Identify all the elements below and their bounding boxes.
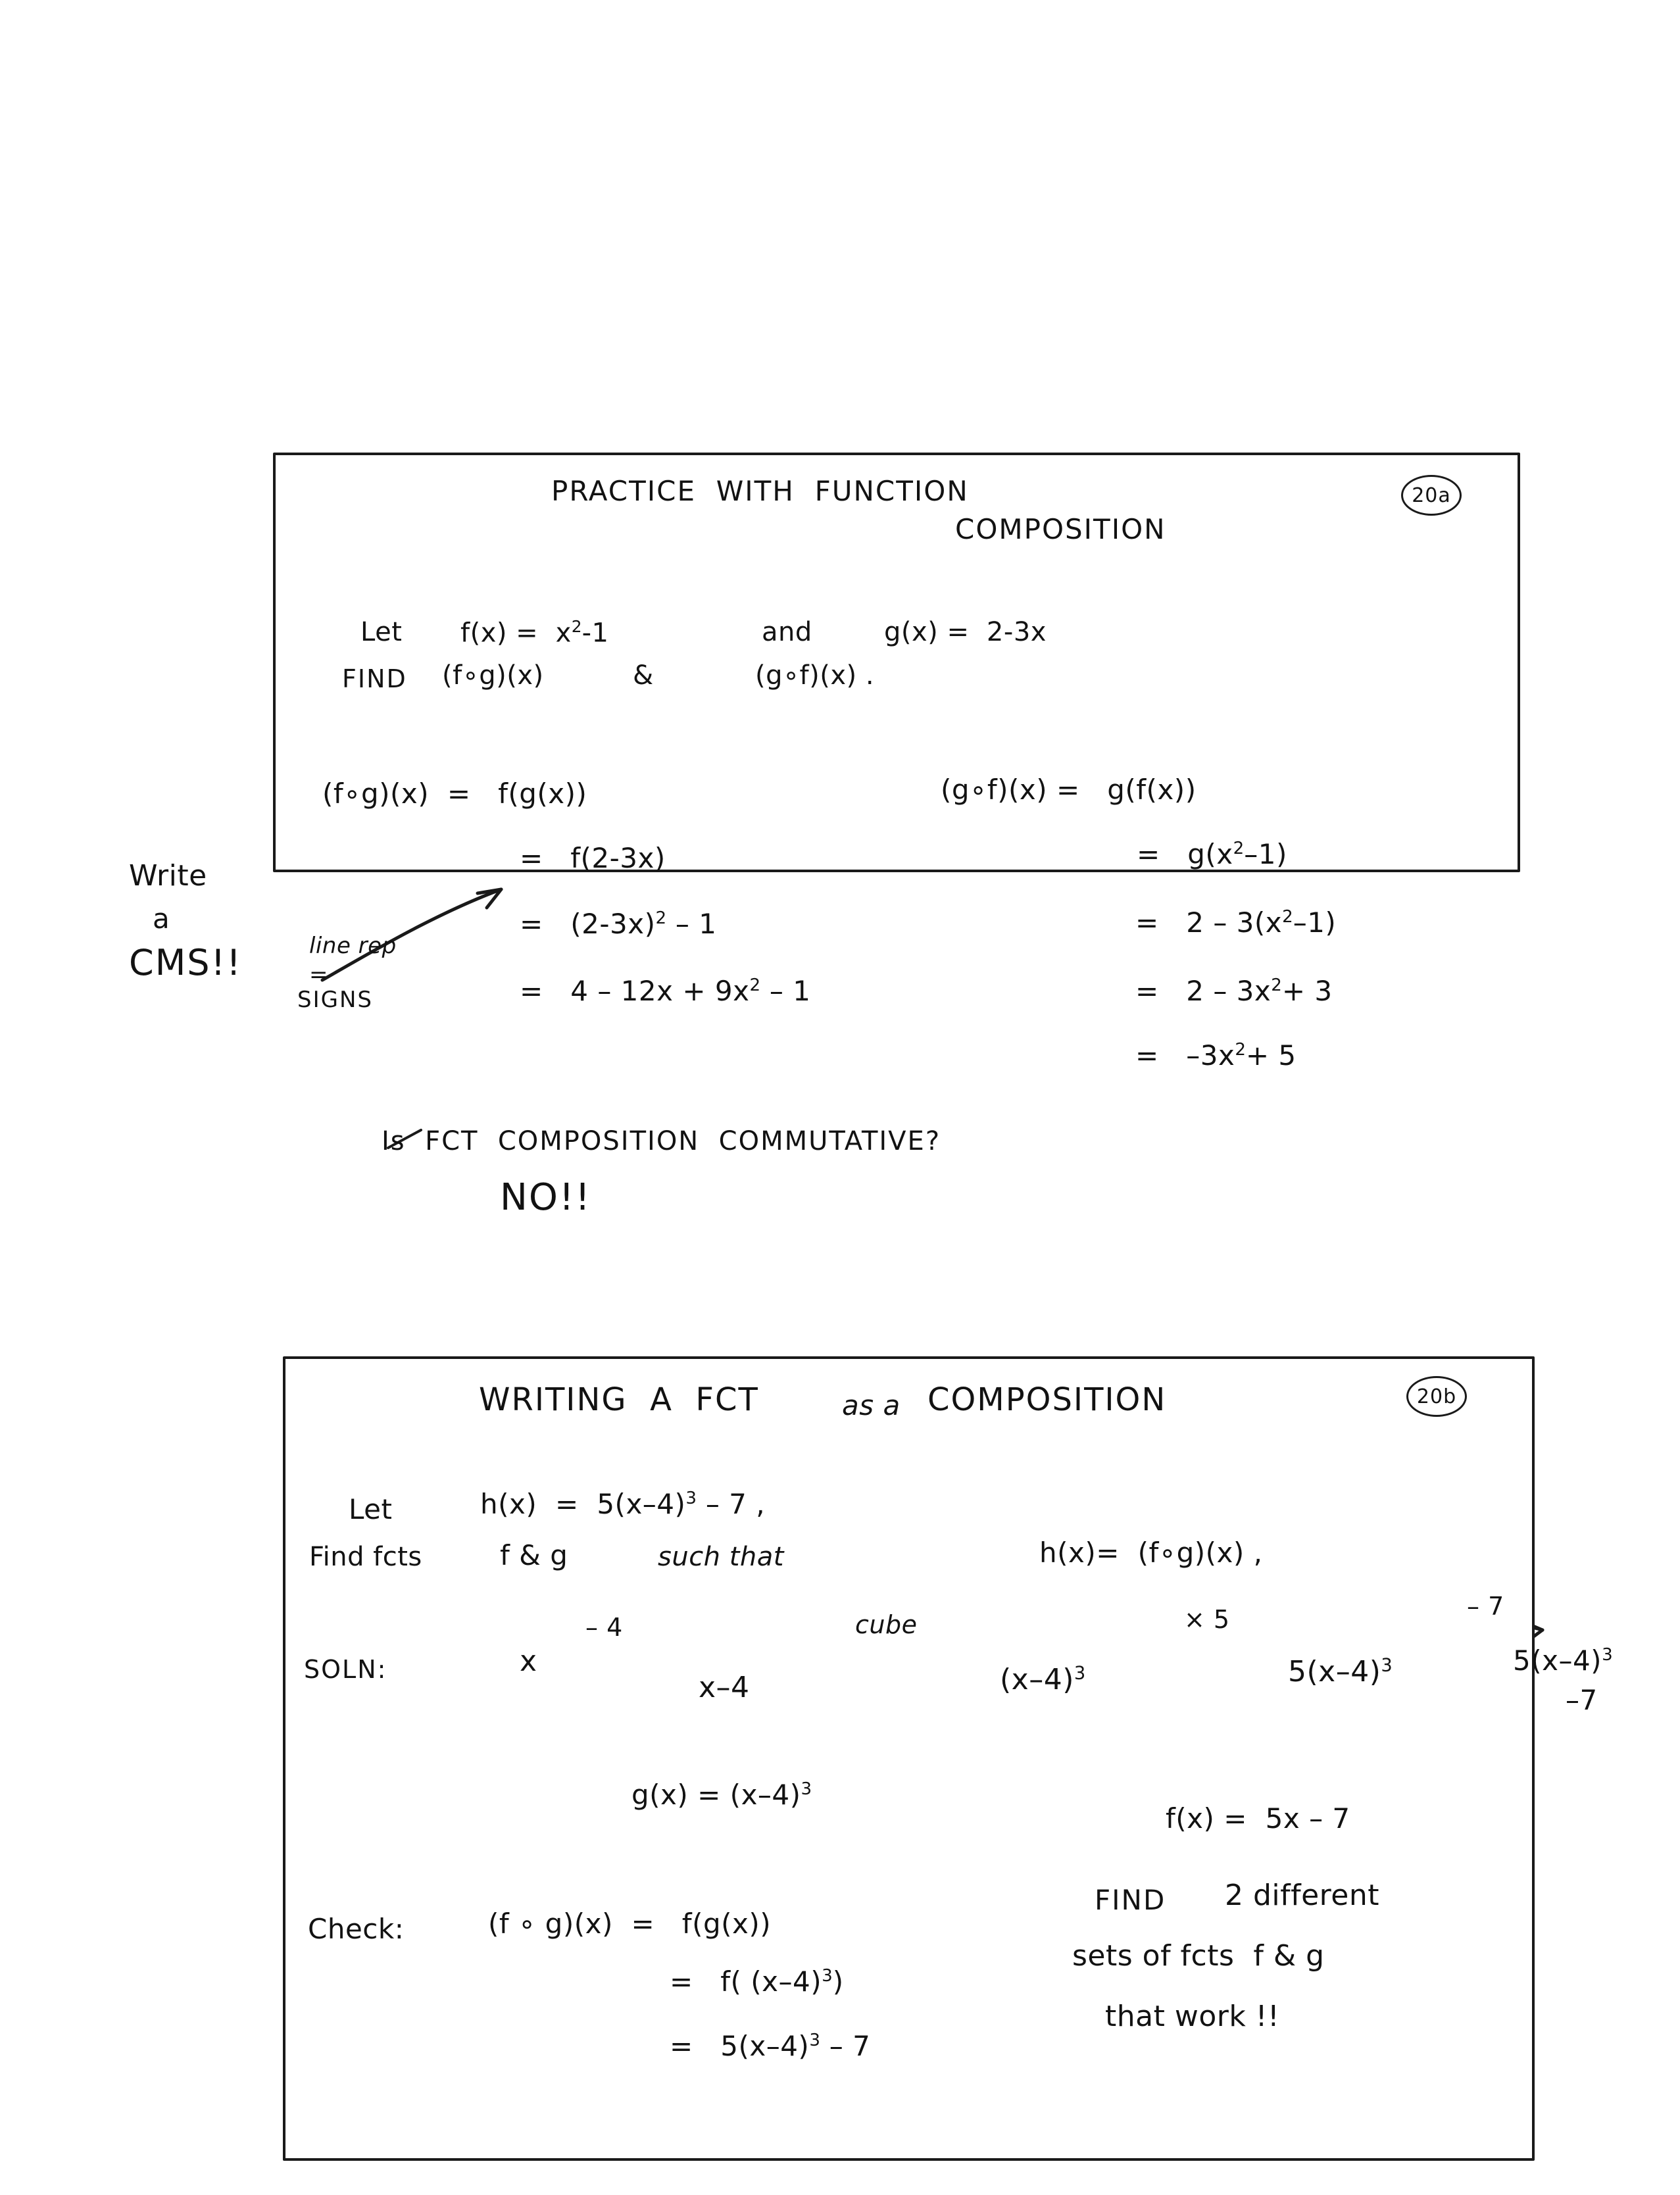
slide-b-task-find: FIND [1095, 1884, 1166, 1916]
slide-b-title-a: WRITING A FCT [479, 1381, 759, 1418]
slide-b-chain-step4-exp: 3 [1602, 1645, 1613, 1665]
slide-b-chain-step2 [1000, 1663, 1085, 1696]
slide-b-soln-label: SOLN: [304, 1655, 387, 1684]
slide-b-g-definition [631, 1779, 812, 1811]
slide-b-g-definition-exp: 3 [801, 1779, 812, 1799]
slide-a-annotation-line2: = [309, 962, 328, 988]
slide-b-such-that: such that [658, 1542, 784, 1572]
slide-b-h-def [480, 1488, 765, 1520]
slide-b-arrow2-label: cube [855, 1610, 918, 1639]
slide-a-left-line2: = f(2-3x) [520, 842, 666, 874]
slide-a-right-line3-b: –1) [1293, 906, 1337, 939]
margin-note-line2: a [153, 902, 170, 935]
slide-a-find-label: FIND [342, 664, 407, 693]
slide-a-setup-f-exp: 2 [571, 617, 582, 636]
slide-b-chain-step3-exp: 3 [1381, 1655, 1393, 1676]
slide-a-annotation-line3: SIGNS [297, 987, 373, 1013]
slide-b-chain-step2-a: (x–4) [1000, 1663, 1074, 1696]
slide-a-setup-f-tail: -1 [581, 618, 609, 649]
slide-a-left-line3-a: = (2-3x) [520, 908, 656, 940]
slide-a-title-line2: COMPOSITION [955, 513, 1166, 545]
slide-a-left-line4 [520, 975, 810, 1007]
slide-a-left-line4-exp: 2 [749, 975, 760, 995]
slide-b-title-b: as a [842, 1389, 901, 1421]
slide-a-annotation-line1: line rep [309, 933, 397, 959]
margin-note-line3: CMS!! [129, 942, 242, 983]
margin-note-line1: Write [129, 859, 207, 893]
slide-b-arrow1-label: – 4 [585, 1613, 623, 1642]
slide-a-setup-let: Let [360, 617, 403, 647]
page-number-20a: 20a [1401, 475, 1462, 516]
slide-a-right-line4-exp: 2 [1271, 975, 1282, 995]
slide-a-right-line5-exp: 2 [1235, 1040, 1246, 1060]
slide-a-right-line2-b: –1) [1244, 838, 1287, 870]
slide-b-title-c: COMPOSITION [927, 1381, 1167, 1418]
slide-a-right-line4 [1135, 975, 1333, 1007]
slide-a-find-fog: (f∘g)(x) [442, 660, 544, 691]
slide-b-check-line2-exp: 3 [822, 1966, 833, 1986]
slide-a-right-line4-a: = 2 – 3x [1135, 975, 1272, 1007]
slide-b-chain-step4-tail: –7 [1566, 1684, 1598, 1716]
slide-a-setup-and: and [762, 617, 812, 647]
slide-b-arrow4-label: – 7 [1467, 1592, 1504, 1621]
slide-a-right-line2 [1137, 838, 1287, 870]
slide-b-chain-step2-exp: 3 [1074, 1663, 1086, 1684]
slide-a-find-gof: (g∘f)(x) . [755, 660, 875, 691]
slide-a-left-line3-b: – 1 [666, 908, 717, 940]
slide-b-h-def-exp: 3 [685, 1489, 697, 1508]
slide-a-left-line4-b: – 1 [760, 975, 811, 1007]
slide-b-check-line3-exp: 3 [809, 2031, 820, 2050]
slide-b-g-definition-a: g(x) = (x–4) [631, 1779, 801, 1811]
slide-a-setup-f [460, 617, 608, 648]
slide-b-task-line3: that work !! [1105, 2000, 1280, 2033]
slide-b-f-and-g: f & g [500, 1539, 568, 1571]
slide-b-f-definition: f(x) = 5x – 7 [1166, 1802, 1350, 1835]
slide-a-right-line3 [1135, 906, 1336, 939]
slide-b-check-line2 [670, 1965, 844, 1998]
slide-a-left-line3-exp: 2 [655, 908, 667, 928]
slide-a-question: Is FCT COMPOSITION COMMUTATIVE? [382, 1126, 941, 1156]
slide-a-left-line3 [520, 908, 716, 940]
slide-a-right-line1: (g∘f)(x) = g(f(x)) [941, 774, 1197, 806]
slide-a-right-line5-b: + 5 [1245, 1039, 1297, 1072]
slide-a-right-line2-a: = g(x [1137, 838, 1233, 870]
slide-a-title-line1: PRACTICE WITH FUNCTION [551, 475, 969, 507]
slide-b-h-def-b: – 7 , [696, 1488, 766, 1520]
slide-b-check-line3-b: – 7 [820, 2030, 871, 2062]
slide-b-check-line3-a: = 5(x–4) [670, 2030, 810, 2062]
slide-20b [283, 1356, 1535, 2161]
slide-b-let: Let [349, 1493, 393, 1525]
slide-a-right-line3-a: = 2 – 3(x [1135, 906, 1283, 939]
slide-a-left-line1: (f∘g)(x) = f(g(x)) [322, 777, 587, 810]
slide-b-check-line2-b: ) [832, 1965, 844, 1998]
slide-a-right-line3-exp: 2 [1282, 907, 1293, 927]
slide-b-chain-step3 [1288, 1655, 1393, 1689]
page-number-20b: 20b [1406, 1376, 1467, 1417]
slide-b-chain-step4 [1513, 1644, 1613, 1677]
slide-b-chain-step4-a: 5(x–4) [1513, 1644, 1602, 1677]
slide-a-right-line5-a: = –3x [1135, 1039, 1235, 1072]
slide-a-setup-f-text: f(x) = x [460, 618, 572, 649]
slide-a-find-amp: & [633, 660, 654, 691]
slide-a-right-line2-exp: 2 [1233, 839, 1245, 858]
slide-b-chain-step1: x–4 [699, 1671, 750, 1704]
slide-b-chain-start: x [520, 1644, 537, 1678]
slide-b-check-line1: (f ∘ g)(x) = f(g(x)) [488, 1908, 772, 1940]
slide-b-task-different: 2 different [1225, 1879, 1380, 1912]
slide-a-left-line4-a: = 4 – 12x + 9x [520, 975, 750, 1007]
slide-b-h-equals-fog: h(x)= (f∘g)(x) , [1039, 1537, 1263, 1569]
slide-b-arrow3-label: × 5 [1184, 1605, 1230, 1634]
slide-b-find-fcts: Find fcts [309, 1542, 422, 1572]
slide-a-setup-g: g(x) = 2-3x [884, 617, 1047, 647]
slide-b-h-def-a: h(x) = 5(x–4) [480, 1488, 686, 1520]
slide-b-check-line2-a: = f( (x–4) [670, 1965, 822, 1998]
slide-b-chain-step3-a: 5(x–4) [1288, 1655, 1381, 1689]
slide-b-task-line2: sets of fcts f & g [1072, 1939, 1325, 1973]
slide-a-right-line4-b: + 3 [1281, 975, 1333, 1007]
slide-b-check-label: Check: [308, 1913, 405, 1945]
slide-b-check-line3 [670, 2030, 870, 2062]
slide-a-answer: NO!! [500, 1176, 591, 1219]
slide-a-right-line5 [1135, 1039, 1297, 1072]
